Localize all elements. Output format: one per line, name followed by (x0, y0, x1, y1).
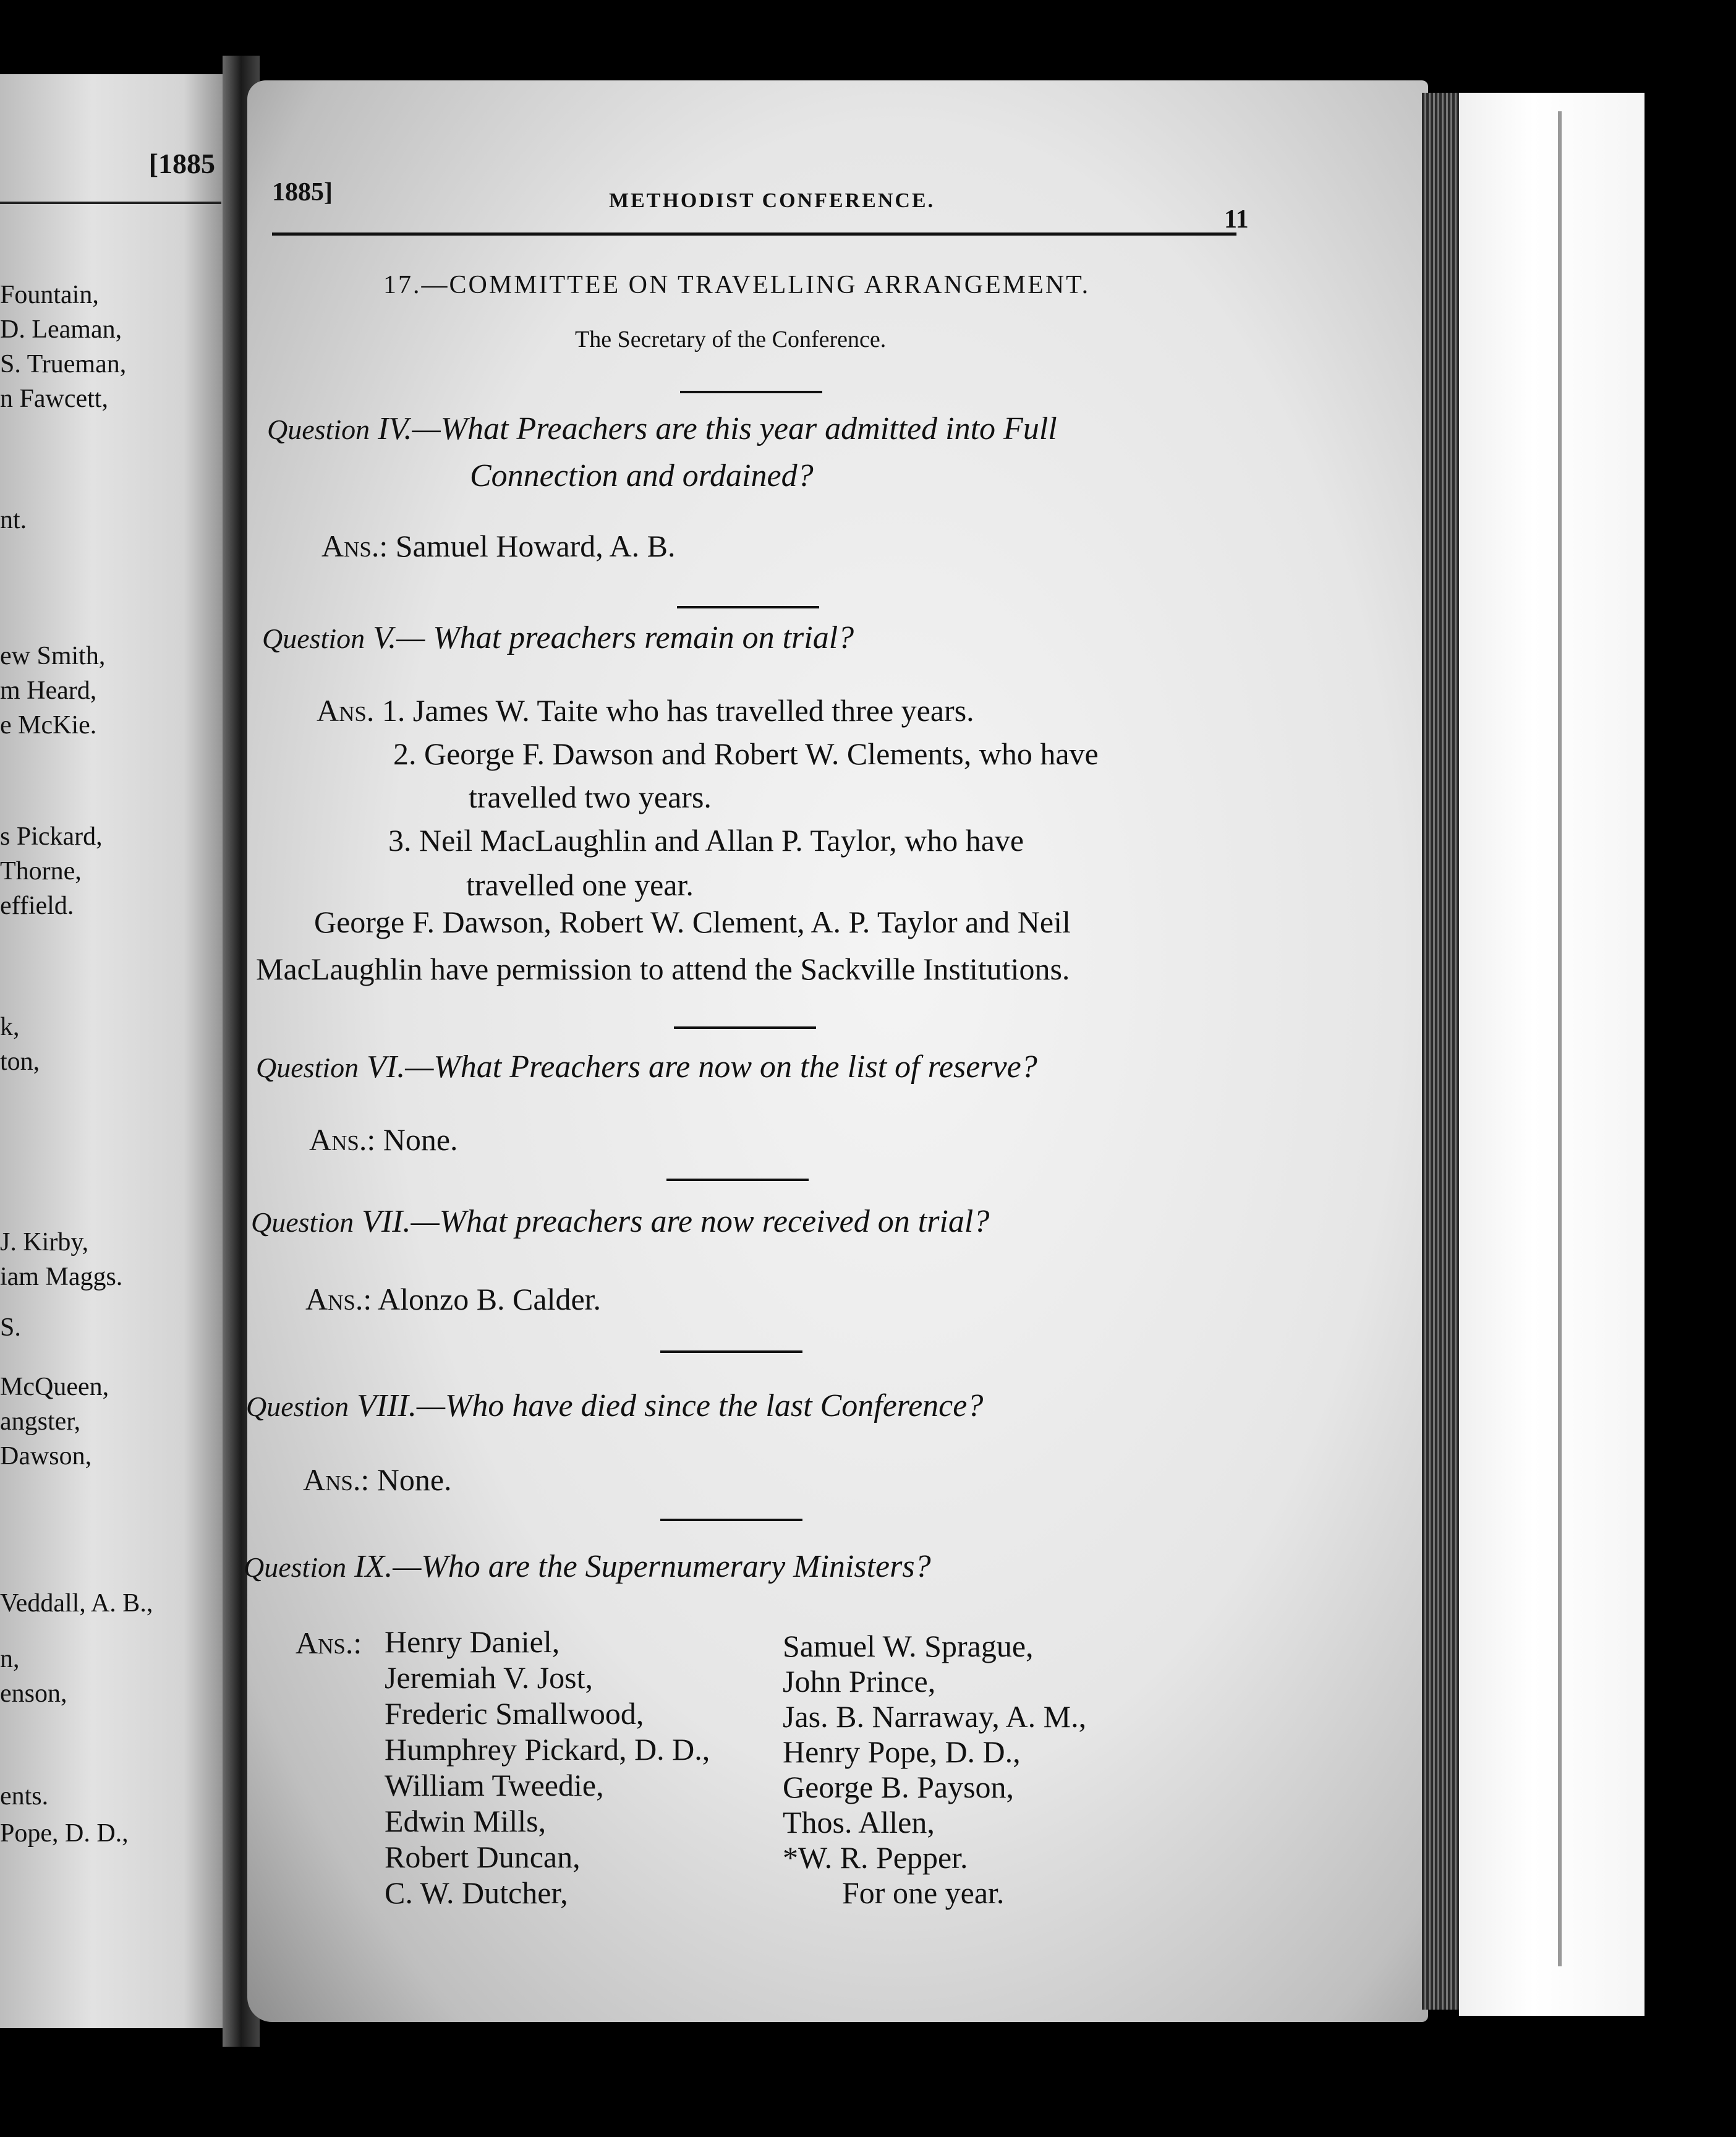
separator-rule (660, 1350, 802, 1353)
answer-ix-label (296, 1627, 362, 1658)
answer-iv-text: Samuel Howard, A. B. (395, 529, 676, 563)
left-fragment: m Heard, (0, 676, 97, 705)
question-v-text: V.— What preachers remain on trial? (373, 620, 854, 655)
answer-viii (303, 1464, 452, 1495)
left-fragment: iam Maggs. (0, 1263, 123, 1291)
left-fragment: angster, (0, 1407, 81, 1436)
answer-v-item2-line1: 2. George F. Dawson and Robert W. Clements, who have (393, 736, 1099, 771)
section-title: 17.—COMMITTEE ON TRAVELLING ARRANGEMENT. (383, 271, 1091, 299)
left-fragment: D. Leaman, (0, 315, 122, 344)
answer-label: Ans.: (303, 1462, 370, 1497)
minister-name: William Tweedie, (385, 1768, 604, 1802)
left-fragment: J. Kirby, (0, 1228, 89, 1256)
header-rule (272, 232, 1236, 236)
left-page-rule (0, 202, 221, 204)
answer-label: Ans.: (321, 529, 388, 563)
answer-label: Ans.: (305, 1282, 372, 1316)
question-viii (246, 1390, 983, 1422)
answer-v-note-line2: MacLaughlin have permission to attend the Sackville Institutions. (256, 952, 1070, 986)
answer-vii (305, 1284, 601, 1315)
page-year: 1885] (272, 178, 333, 207)
question-label: Question (262, 623, 365, 654)
question-viii-text: VIII.—Who have died since the last Conference? (357, 1388, 984, 1423)
separator-rule (680, 391, 822, 393)
answer-v-item1-text: 1. James W. Taite who has travelled three years. (381, 693, 974, 728)
answer-v-note-line1: George F. Dawson, Robert W. Clement, A. P. Taylor and Neil (314, 905, 1071, 939)
minister-name: George B. Payson, (783, 1770, 1015, 1804)
answer-viii-text: None. (377, 1462, 452, 1497)
answer-label: Ans.: (309, 1122, 376, 1157)
left-page-fragment (0, 74, 230, 2028)
page-edges (1422, 93, 1459, 2010)
left-fragment: Thorne, (0, 857, 82, 885)
answer-v-item1 (317, 695, 974, 726)
left-fragment: enson, (0, 1679, 67, 1708)
minister-name: Samuel W. Sprague, (783, 1629, 1034, 1663)
minister-name: C. W. Dutcher, (385, 1875, 568, 1910)
minister-name: John Prince, (783, 1664, 936, 1699)
left-fragment: S. Trueman, (0, 350, 127, 378)
left-fragment: Veddall, A. B., (0, 1589, 153, 1618)
supernumerary-col2 (783, 1629, 1086, 1911)
left-fragment: Pope, D. D., (0, 1819, 129, 1848)
left-fragment: Dawson, (0, 1442, 92, 1470)
left-fragment: effield. (0, 892, 74, 920)
left-fragment: k, (0, 1013, 20, 1041)
left-fragment: S. (0, 1313, 21, 1342)
question-iv-line2: Connection and ordained? (470, 458, 814, 493)
separator-rule (666, 1179, 809, 1181)
answer-v-item3-line2: travelled one year. (466, 868, 694, 902)
minister-name: Humphrey Pickard, D. D., (385, 1732, 710, 1767)
left-fragment: Fountain, (0, 281, 99, 309)
question-iv-line1: IV.—What Preachers are this year admitted into Full (378, 411, 1057, 446)
page-number: 11 (1224, 205, 1249, 234)
page-stack-edge (1459, 93, 1645, 2016)
left-fragment: n Fawcett, (0, 385, 108, 413)
section-subtitle: The Secretary of the Conference. (575, 326, 887, 352)
minister-name: Henry Pope, D. D., (783, 1734, 1021, 1769)
minister-name: Jas. B. Narraway, A. M., (783, 1699, 1087, 1734)
supernumerary-col1 (385, 1624, 710, 1911)
minister-name: Robert Duncan, (385, 1840, 581, 1874)
question-label: Question (267, 414, 370, 445)
question-vi-text: VI.—What Preachers are now on the list of reserve? (367, 1049, 1037, 1085)
answer-iv (321, 531, 675, 561)
question-vi (256, 1051, 1037, 1083)
separator-rule (674, 1026, 816, 1029)
left-fragment: e McKie. (0, 711, 97, 740)
left-fragment: ents. (0, 1782, 49, 1811)
left-fragment: ew Smith, (0, 642, 106, 670)
answer-label: Ans. (317, 693, 375, 728)
left-fragment: McQueen, (0, 1373, 109, 1401)
minister-name: Henry Daniel, (385, 1624, 560, 1659)
left-fragment: nt. (0, 506, 27, 534)
answer-v-item3-line1: 3. Neil MacLaughlin and Allan P. Taylor, who have (388, 823, 1024, 858)
answer-label: Ans.: (296, 1626, 362, 1660)
question-label: Question (256, 1052, 359, 1083)
left-page-header: [1885 (148, 148, 215, 179)
question-iv (267, 413, 1057, 445)
question-label: Question (251, 1206, 354, 1238)
answer-vi-text: None. (383, 1122, 458, 1157)
question-vii-text: VII.—What preachers are now received on trial? (362, 1204, 990, 1239)
left-fragment: n, (0, 1645, 20, 1673)
separator-rule (660, 1519, 802, 1521)
minister-name: *W. R. Pepper. (783, 1840, 968, 1875)
answer-vi (309, 1124, 458, 1155)
question-label: Question (244, 1551, 347, 1583)
minister-name: Frederic Smallwood, (385, 1696, 644, 1731)
separator-rule (677, 606, 819, 608)
question-ix (244, 1551, 931, 1583)
left-fragment: ton, (0, 1047, 40, 1076)
minister-name: Thos. Allen, (783, 1805, 935, 1840)
left-fragment: s Pickard, (0, 822, 103, 851)
question-vii (251, 1206, 989, 1238)
minister-name: Edwin Mills, (385, 1804, 547, 1838)
minister-note: For one year. (842, 1875, 1005, 1910)
running-title: METHODIST CONFERENCE. (609, 189, 935, 212)
question-ix-text: IX.—Who are the Supernumerary Ministers? (354, 1549, 931, 1584)
minister-name: Jeremiah V. Jost, (385, 1660, 594, 1695)
question-v (262, 622, 854, 654)
question-label: Question (246, 1391, 349, 1422)
answer-v-item2-line2: travelled two years. (469, 780, 712, 814)
page-stack-line (1558, 111, 1562, 1966)
answer-vii-text: Alonzo B. Calder. (378, 1282, 602, 1316)
